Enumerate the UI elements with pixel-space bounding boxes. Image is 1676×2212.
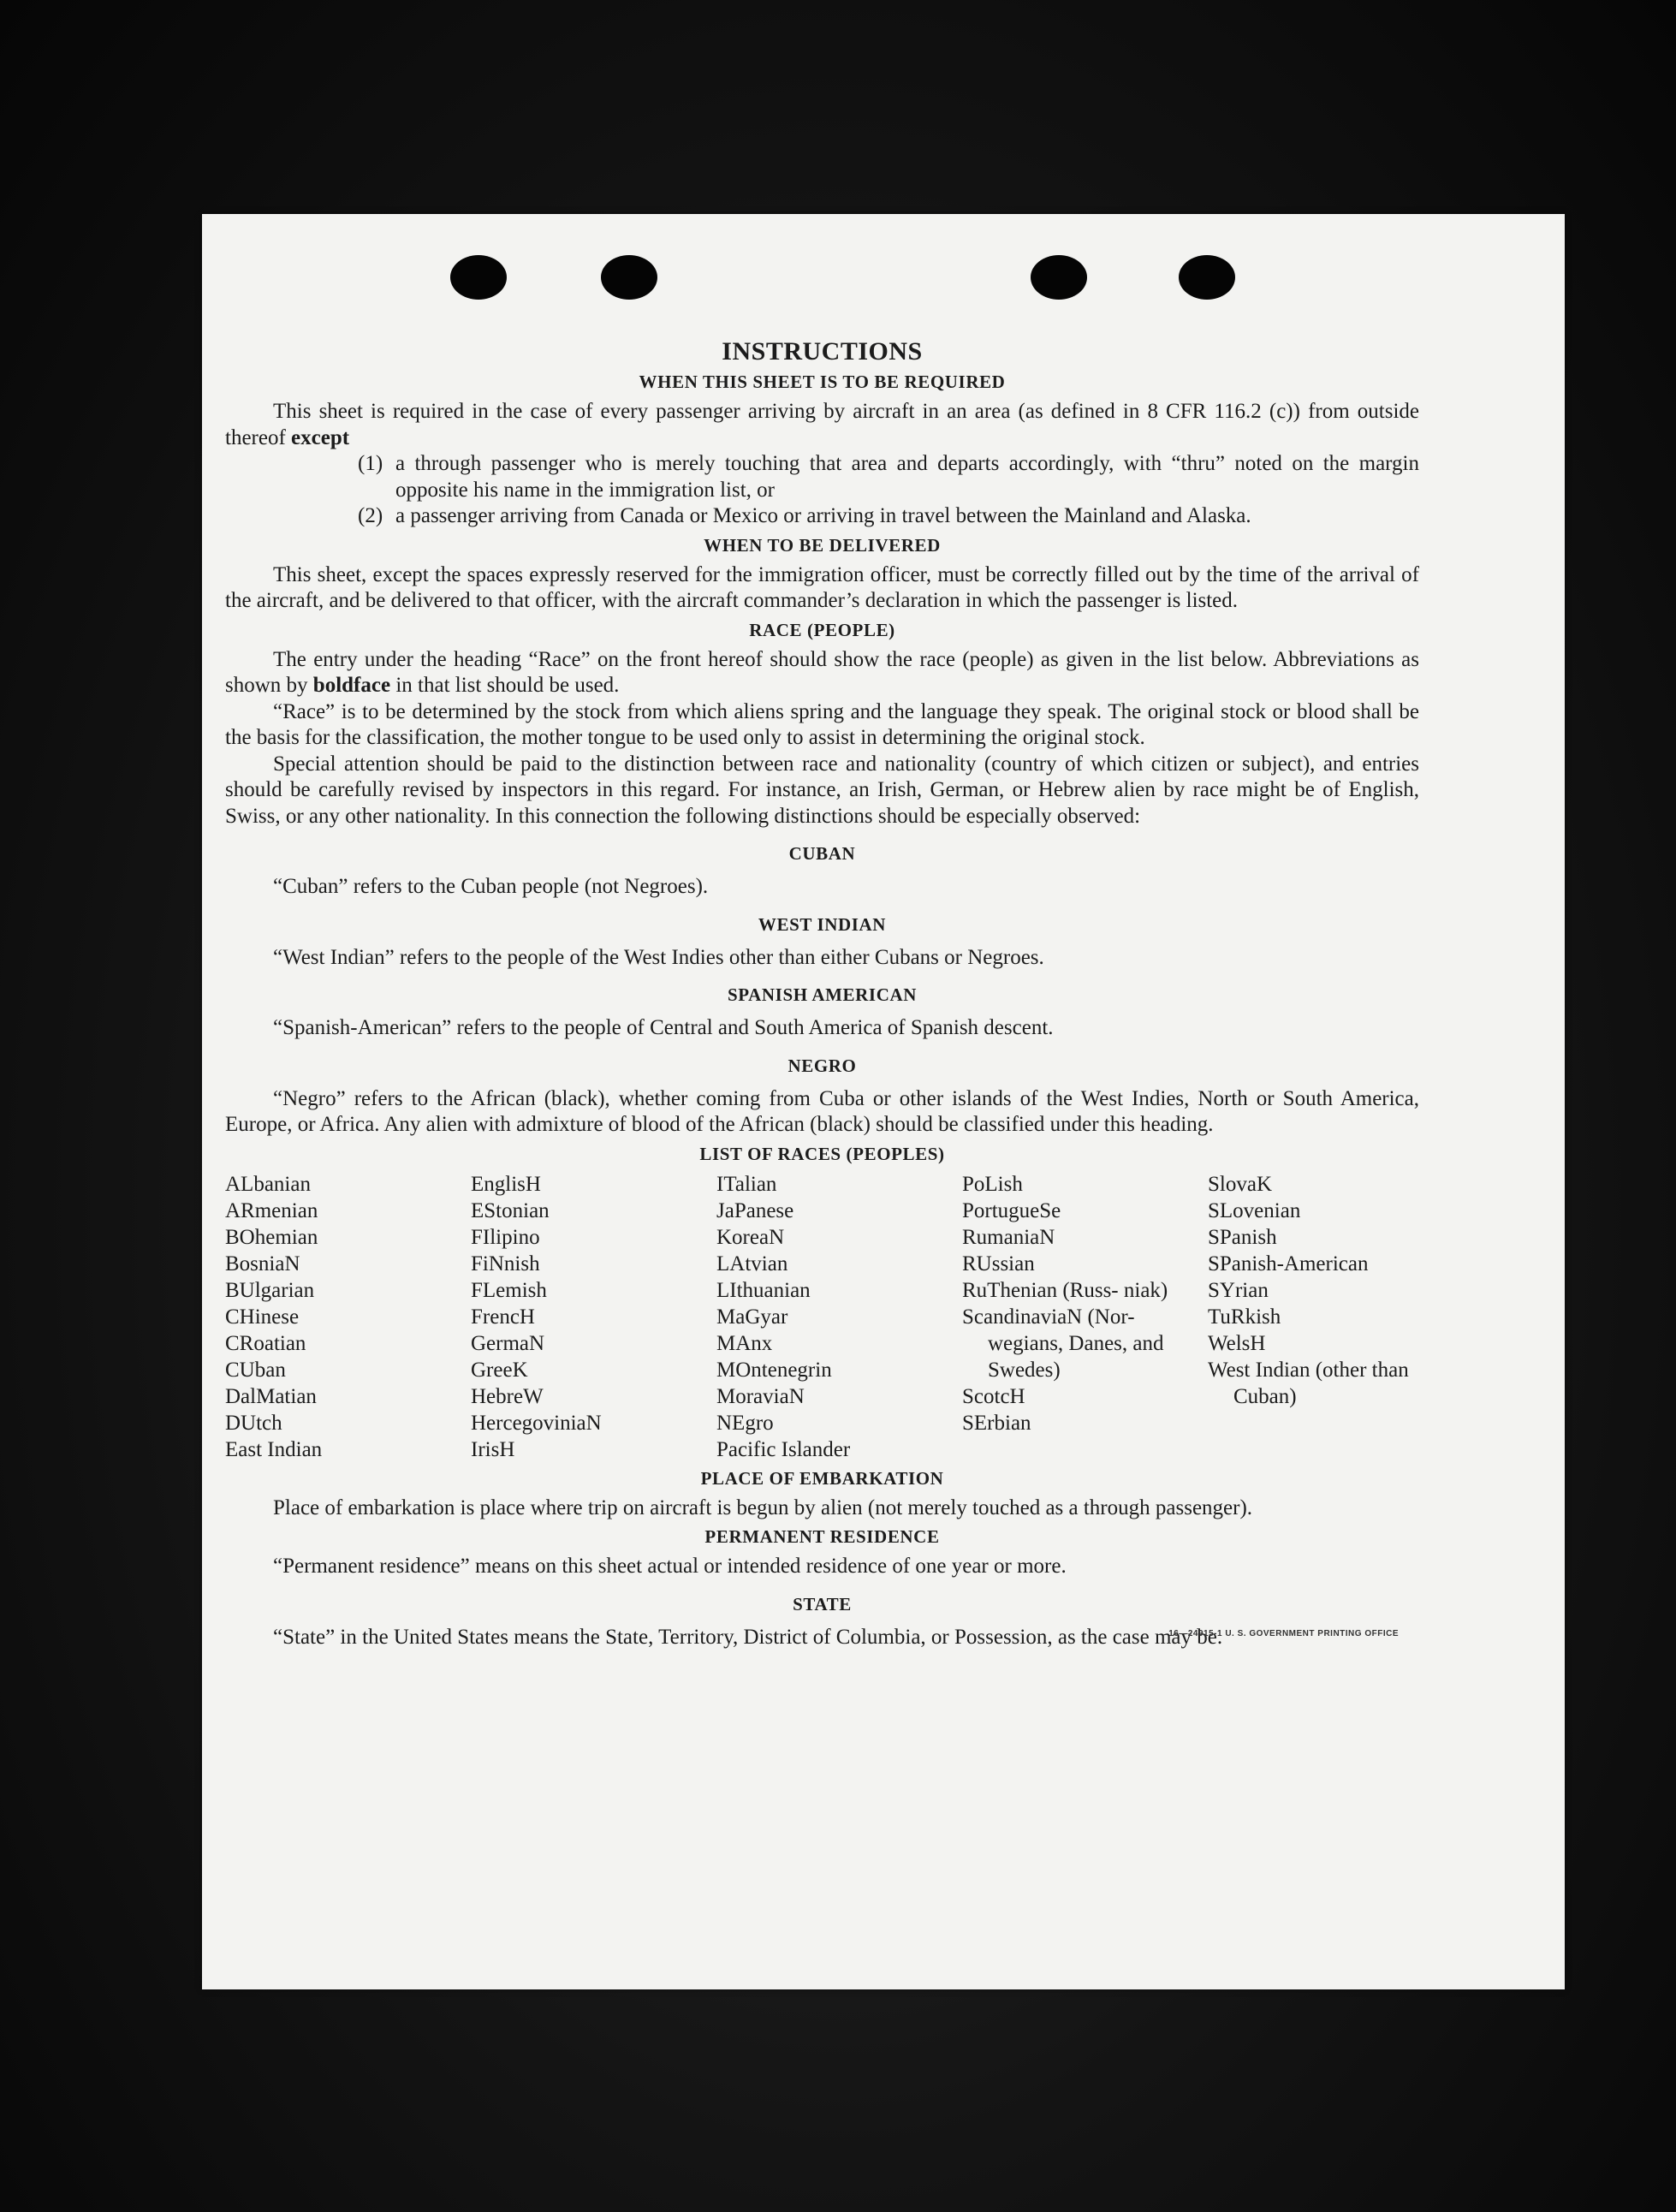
race-item: WelsH: [1208, 1331, 1266, 1355]
race-item: HercegoviniaN: [471, 1411, 602, 1435]
race-p1-boldface: boldface: [312, 674, 391, 697]
race-paragraph-2: “Race” is to be determined by the stock from which aliens spring and the language they speak. The original stock or blood shall be the basis for the classification, the mother tongue to be used only to assist in determining the original stock.: [225, 699, 1419, 749]
race-item: BUlgarian: [225, 1278, 315, 1302]
state-text: “State” in the United States means the State, Territory, District of Columbia, or Possession, as the case may be.: [273, 1625, 1223, 1649]
race-item: ScotcH: [962, 1384, 1025, 1408]
race-item: MoraviaN: [716, 1384, 805, 1408]
permanent-residence-text: “Permanent residence” means on this sheet actual or intended residence of one year or more.: [273, 1555, 1067, 1578]
heading-list-of-races: LIST OF RACES (PEOPLES): [699, 1143, 945, 1164]
heading-when-required: WHEN THIS SHEET IS TO BE REQUIRED: [639, 372, 1006, 392]
races-column-2: [471, 1171, 716, 1463]
race-p1-start: The entry under the heading “Race” on the front hereof should show the race (people) as given in the list below. Abbreviations as shown by: [225, 647, 1419, 697]
item-1-text: a through passenger who is merely touching that area and departs accordingly, with “thru” noted on the margin opposite his name in the immigration list, or: [395, 452, 1419, 502]
race-item: SYrian: [1208, 1278, 1269, 1302]
races-column-3: [716, 1171, 962, 1463]
race-item: EnglisH: [471, 1172, 541, 1196]
negro-text: “Negro” refers to the African (black), whether coming from Cuba or other islands of the West Indies, North or South America, Europe, or Africa. Any alien with admixture of blood of the African (black) should be classified under this heading.: [225, 1086, 1419, 1136]
item-2-text: a passenger arriving from Canada or Mexico or arriving in travel between the Mainland and Alaska.: [395, 504, 1251, 527]
cuban-text: “Cuban” refers to the Cuban people (not Negroes).: [273, 875, 709, 898]
race-item: CHinese: [225, 1305, 300, 1329]
race-item: ScandinaviaN (Nor- wegians, Danes, and Swedes): [962, 1305, 1164, 1382]
races-column-4: [962, 1171, 1208, 1463]
race-item: SPanish-American: [1208, 1252, 1369, 1275]
heading-negro: NEGRO: [787, 1055, 857, 1076]
heading-west-indian: WEST INDIAN: [758, 913, 887, 935]
item-1-number: (1): [358, 452, 383, 475]
race-item: NEgro: [716, 1411, 774, 1435]
races-list: [225, 1171, 1419, 1463]
when-required-intro: [225, 399, 1419, 451]
race-item: GreeK: [471, 1358, 528, 1382]
document-body: [225, 337, 1419, 1650]
when-required-item-2: [225, 503, 1419, 530]
race-item: ALbanian: [225, 1172, 311, 1196]
race-item: SlovaK: [1208, 1172, 1272, 1196]
race-item: SLovenian: [1208, 1198, 1301, 1222]
race-item: RUssian: [962, 1252, 1035, 1275]
race-item: GermaN: [471, 1331, 545, 1355]
race-item: IrisH: [471, 1437, 515, 1461]
race-item: ITalian: [716, 1172, 777, 1196]
race-item: SErbian: [962, 1411, 1031, 1435]
race-item: FIlipino: [471, 1225, 540, 1249]
heading-when-delivered: WHEN TO BE DELIVERED: [704, 534, 941, 556]
race-item: DalMatian: [225, 1384, 317, 1408]
race-item: BosniaN: [225, 1252, 300, 1275]
race-item: FiNnish: [471, 1252, 540, 1275]
spanish-american-text: “Spanish-American” refers to the people of Central and South America of Spanish descent.: [273, 1016, 1054, 1039]
print-code: 16—24915-1 U. S. GOVERNMENT PRINTING OFFICE: [1168, 1628, 1399, 1638]
race-item: PoLish: [962, 1172, 1023, 1196]
document-title: INSTRUCTIONS: [722, 337, 923, 366]
when-required-item-1: [225, 451, 1419, 503]
when-required-except: except: [291, 425, 350, 449]
heading-state: STATE: [793, 1593, 852, 1614]
race-item: MAnx: [716, 1331, 773, 1355]
punch-hole-1: [450, 255, 507, 300]
when-delivered-text: This sheet, except the spaces expressly reserved for the immigration officer, must be correctly filled out by the time of the arrival of the aircraft, and be delivered to that officer, with the aircraft commander’s declaration in which the passenger is listed.: [225, 562, 1419, 612]
race-item: FLemish: [471, 1278, 547, 1302]
heading-embarkation: PLACE OF EMBARKATION: [700, 1467, 944, 1489]
race-item: FrencH: [471, 1305, 535, 1329]
race-item: EStonian: [471, 1198, 550, 1222]
item-2-number: (2): [358, 504, 383, 527]
race-item: CUban: [225, 1358, 286, 1382]
race-item: ARmenian: [225, 1198, 318, 1222]
race-item: MOntenegrin: [716, 1358, 832, 1382]
heading-cuban: CUBAN: [788, 843, 856, 864]
races-column-1: [225, 1171, 471, 1463]
race-item: LAtvian: [716, 1252, 788, 1275]
race-item: Pacific Islander: [716, 1437, 851, 1461]
race-paragraph-1: [225, 647, 1419, 699]
state-block: [225, 1625, 1419, 1651]
race-paragraph-3: Special attention should be paid to the distinction between race and nationality (country of which citizen or subject), and entries should be carefully revised by inspectors in this regard. For instance, an Irish, German, or Hebrew alien by race might be of English, Swiss, or any other nationality. In this connection the following distinctions should be especially observed:: [225, 752, 1419, 828]
race-item: West Indian (other than Cuban): [1208, 1358, 1409, 1408]
heading-spanish-american: SPANISH AMERICAN: [728, 984, 917, 1005]
race-item: CRoatian: [225, 1331, 306, 1355]
race-item: BOhemian: [225, 1225, 318, 1249]
punch-hole-3: [1031, 255, 1087, 300]
punch-hole-2: [601, 255, 657, 300]
heading-permanent-residence: PERMANENT RESIDENCE: [704, 1526, 940, 1547]
race-item: TuRkish: [1208, 1305, 1281, 1329]
race-item: KoreaN: [716, 1225, 785, 1249]
race-item: HebreW: [471, 1384, 544, 1408]
race-item: LIthuanian: [716, 1278, 811, 1302]
race-item: RumaniaN: [962, 1225, 1055, 1249]
race-item: PortugueSe: [962, 1198, 1061, 1222]
embarkation-text: Place of embarkation is place where trip on aircraft is begun by alien (not merely touched as a through passenger).: [273, 1495, 1253, 1519]
race-item: DUtch: [225, 1411, 282, 1435]
heading-race: RACE (PEOPLE): [749, 619, 895, 640]
race-item: JaPanese: [716, 1198, 794, 1222]
race-item: SPanish: [1208, 1225, 1277, 1249]
when-required-intro-text: This sheet is required in the case of every passenger arriving by aircraft in an area (as defined in 8 CFR 116.2 (c)) from outside thereof: [225, 400, 1419, 449]
races-column-5: [1208, 1171, 1419, 1463]
race-item: East Indian: [225, 1437, 323, 1461]
west-indian-text: “West Indian” refers to the people of the West Indies other than either Cubans or Negroes.: [273, 945, 1044, 969]
punch-hole-4: [1179, 255, 1235, 300]
race-item: MaGyar: [716, 1305, 788, 1329]
race-item: RuThenian (Russ- niak): [962, 1278, 1168, 1302]
race-p1-end: in that list should be used.: [395, 674, 620, 697]
instruction-sheet: [202, 214, 1565, 1989]
